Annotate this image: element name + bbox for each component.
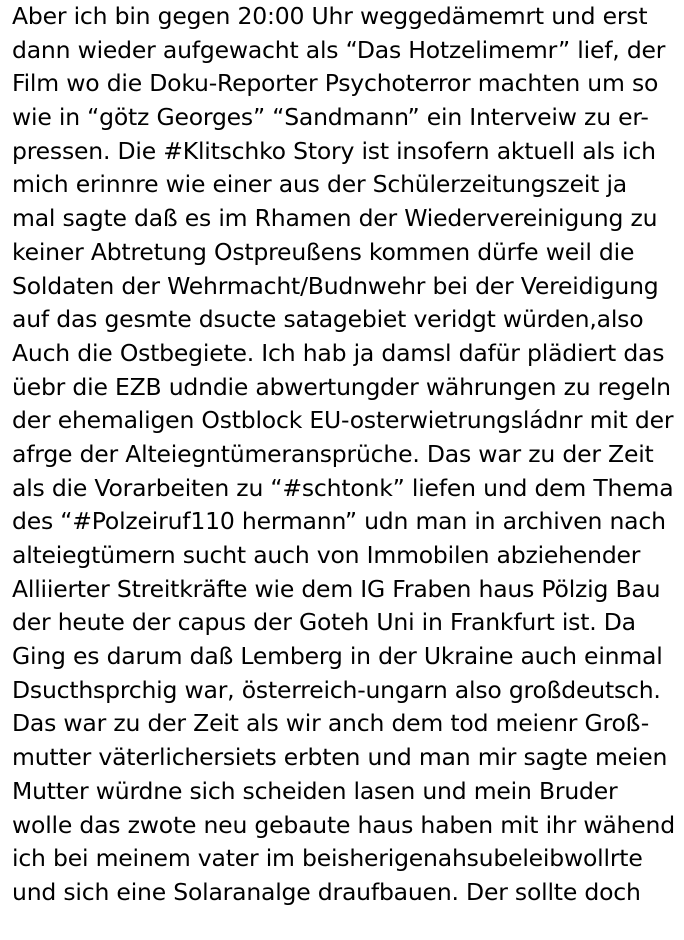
body-text: [12, 0, 682, 910]
text-line-20: Ging es darum daß Lemberg in der Ukraine auch einmal: [12, 642, 663, 671]
text-line-21: Dsucthsprchig war, österreich-ungarn also großdeutsch.: [12, 675, 661, 704]
text-line-23: mutter väterlichersiets erbten und man mir sagte meien: [12, 743, 668, 772]
text-line-16: des “#Polzeiruf110 hermann” udn man in archiven nach: [12, 507, 666, 536]
text-line-25: wolle das zwote neu gebaute haus haben mit ihr wähend: [12, 810, 675, 839]
text-line-24: Mutter würdne sich scheiden lasen und mein Bruder: [12, 776, 618, 805]
text-line-17: alteiegtümern sucht auch von Immobilen abziehender: [12, 541, 641, 569]
text-line-10: auf das gesmte dsucte satagebiet veridgt würden,also: [12, 305, 644, 334]
text-line-1: Aber ich bin gegen 20:00 Uhr weggedämemrt und erst: [12, 2, 648, 30]
text-line-14: afrge der Alteiegntümeransprüche. Das war zu der Zeit: [12, 439, 654, 468]
text-line-26: ich bei meinem vater im beisherigenahsubeleibwollrte: [12, 844, 643, 873]
text-line-27: und sich eine Solaranalge draufbauen. Der sollte doch: [12, 877, 641, 906]
text-line-3: Film wo die Doku-Reporter Psychoterror machten um so: [12, 69, 659, 98]
text-line-11: Auch die Ostbegiete. Ich hab ja damsl dafür plädiert das: [12, 338, 665, 367]
text-line-22: Das war zu der Zeit als wir anch dem tod meienr Groß-: [12, 709, 649, 738]
text-line-2: dann wieder aufgewacht als “Das Hotzelimemr” lief, der: [12, 35, 666, 64]
text-line-9: Soldaten der Wehrmacht/Budnwehr bei der Vereidigung: [12, 271, 659, 300]
text-line-7: mal sagte daß es im Rhamen der Wiedervereinigung zu: [12, 204, 658, 233]
text-line-19: der heute der capus der Goteh Uni in Frankfurt ist. Da: [12, 608, 636, 637]
text-line-12: üebr die EZB udndie abwertungder währungen zu regeln: [12, 372, 671, 401]
text-line-6: mich erinnre wie einer aus der Schülerzeitungszeit ja: [12, 170, 627, 199]
text-line-4: wie in “götz Georges” “Sandmann” ein Interveiw zu er-: [12, 103, 649, 132]
text-line-8: keiner Abtretung Ostpreußens kommen dürfe weil die: [12, 237, 635, 266]
text-line-18: Alliierter Streitkräfte wie dem IG Fraben haus Pölzig Bau: [12, 574, 661, 603]
text-line-5: pressen. Die #Klitschko Story ist insofern aktuell als ich: [12, 136, 656, 165]
text-line-13: der ehemaligen Ostblock EU-osterwietrungsládnr mit der: [12, 406, 674, 435]
text-line-15: als die Vorarbeiten zu “#schtonk” liefen und dem Thema: [12, 473, 674, 502]
